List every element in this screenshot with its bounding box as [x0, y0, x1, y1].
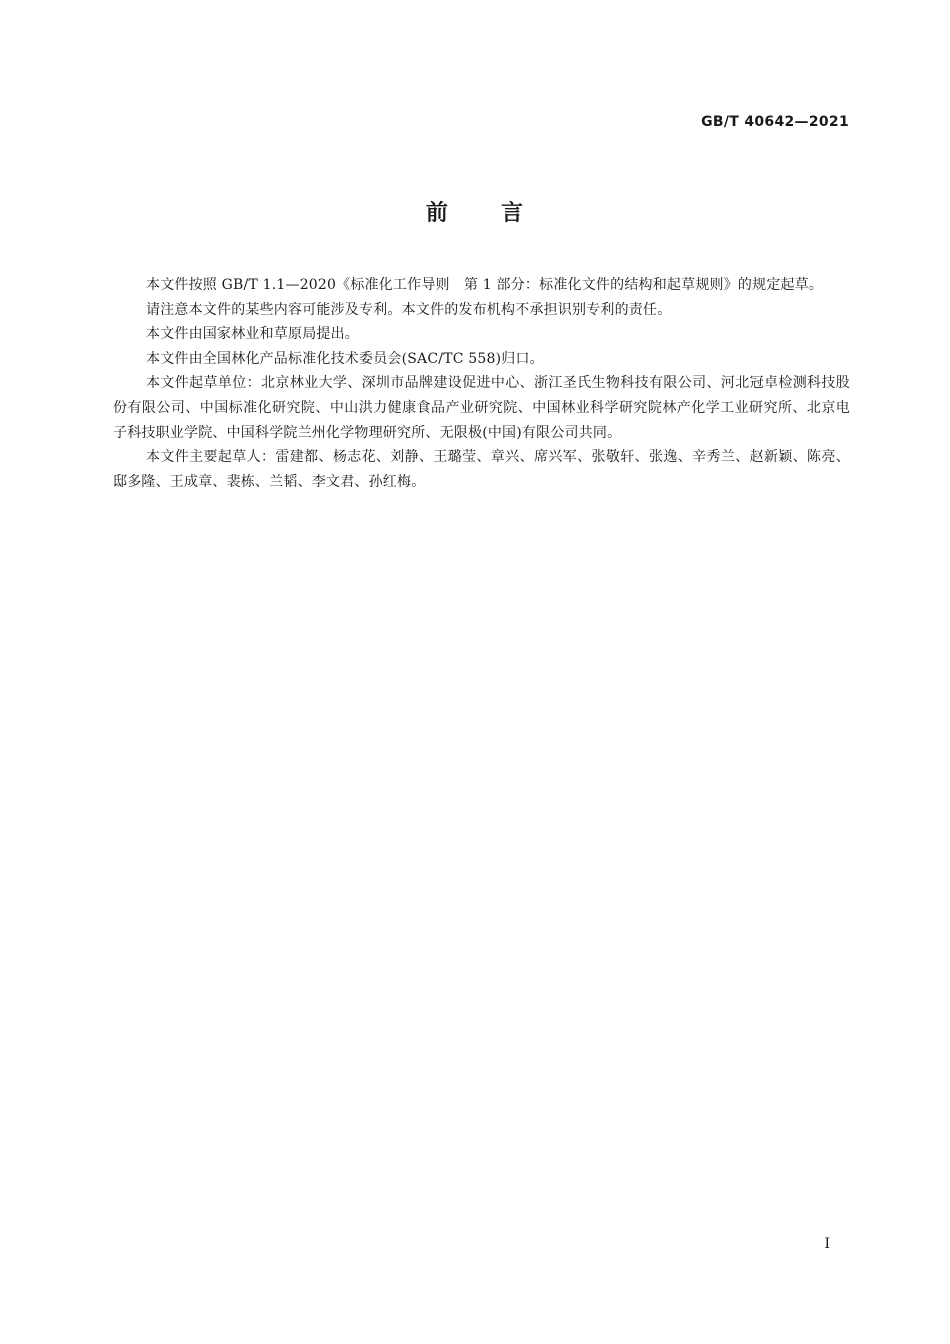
page-number: I — [824, 1236, 830, 1252]
paragraph-proposer: 本文件由国家林业和草原局提出。 — [146, 326, 359, 343]
paragraph-technical-committee: 本文件由全国林化产品标准化技术委员会(SAC/TC 558)归口。 — [146, 350, 544, 367]
paragraph-drafting-units: 本文件起草单位：北京林业大学、深圳市品牌建设促进中心、浙江圣氏生物科技有限公司、河北冠卓检测科技股份有限公司、中国标准化研究院、中山洪力健康食品产业研究院、中国林业科学研究院林产化学工业研究所、北京电子科技职业学院、中国科学院兰州化学物理研究所、无限极(中国)有限公司共同。 — [113, 375, 850, 441]
paragraph-patent-notice: 请注意本文件的某些内容可能涉及专利。本文件的发布机构不承担识别专利的责任。 — [146, 301, 672, 318]
paragraph-drafters: 本文件主要起草人：雷建都、杨志花、刘静、王璐莹、章兴、席兴军、张敬轩、张逸、辛秀兰、赵新颖、陈亮、邸多隆、王成章、裴栋、兰韬、李文君、孙红梅。 — [113, 449, 850, 490]
standard-number: GB/T 40642—2021 — [701, 114, 849, 130]
title-char-2: 言 — [501, 201, 525, 226]
page-title — [0, 196, 950, 227]
title-char-1: 前 — [425, 201, 449, 226]
foreword-body — [113, 273, 850, 494]
paragraph-drafting-rules: 本文件按照 GB/T 1.1—2020《标准化工作导则 第 1 部分：标准化文件的结构和起草规则》的规定起草。 — [146, 277, 824, 293]
